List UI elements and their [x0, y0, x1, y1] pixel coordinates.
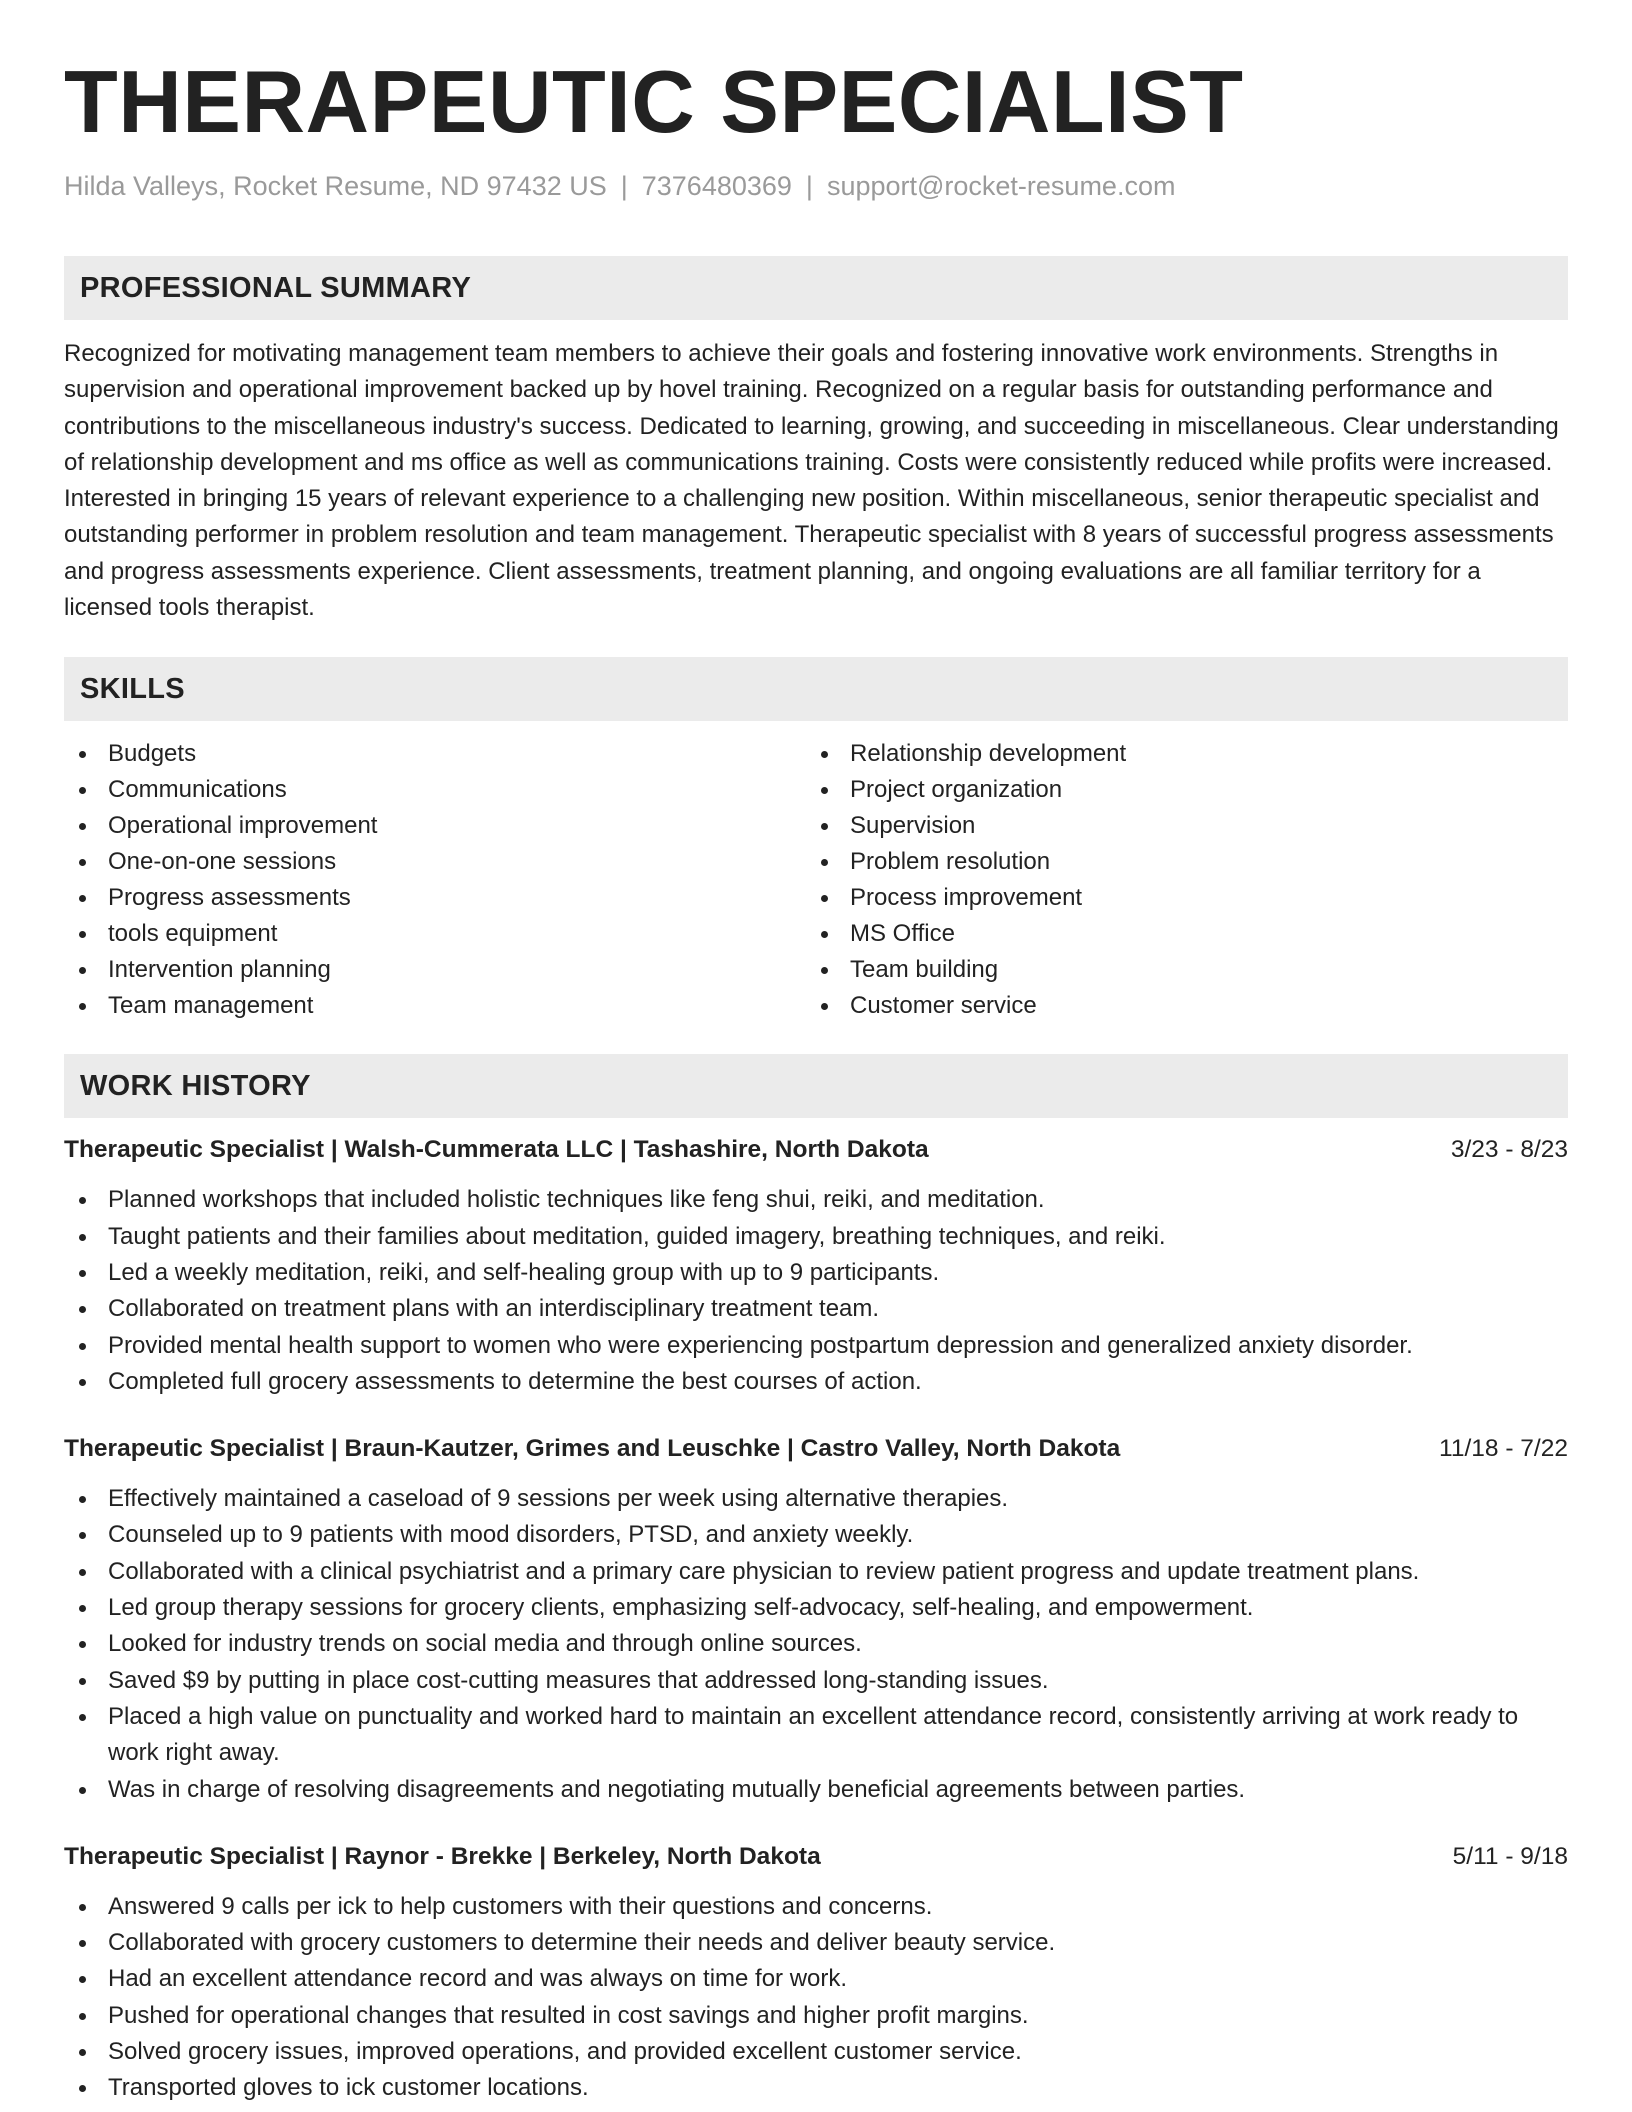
summary-text: Recognized for motivating management team members to achieve their goals and fostering innovative work environments. Strengths in supervision and operational improvement backed up by hovel training. Recognized on a regular basis for outstanding performance and contributions to the miscellaneous industry's success. Dedicated to learning, growing, and succeeding in miscellaneous. Clear understanding of relationship development and ms office as well as communications training. Costs were consistently reduced while profits were increased. Interested in bringing 15 years of relevant experience to a challenging new position. Within miscellaneous, senior therapeutic specialist and outstanding performer in problem resolution and team management. Therapeutic specialist with 8 years of successful progress assessments and progress assessments experience. Client assessments, treatment planning, and ongoing evaluations are all familiar territory for a licensed tools therapist.: [64, 340, 1559, 622]
contact-address: Hilda Valleys, Rocket Resume, ND 97432 US: [64, 171, 607, 201]
bullet-icon: [79, 1678, 86, 1685]
job-entry: [64, 1839, 1568, 2107]
job-dates: 11/18 - 7/22: [1439, 1435, 1568, 1463]
job-bullet: [64, 1291, 1568, 1327]
skills-list: [64, 736, 1568, 1024]
section-header-summary: PROFESSIONAL SUMMARY: [64, 256, 1568, 320]
job-entry: [64, 1431, 1568, 1808]
skill-item: [806, 880, 1548, 916]
bullet-icon: [79, 1343, 86, 1350]
skill-item: [806, 772, 1548, 808]
skill-item: [64, 772, 806, 808]
skill-item: [64, 844, 806, 880]
job-bullets: [64, 1182, 1568, 1400]
job-bullet: [64, 1517, 1568, 1553]
job-bullet: [64, 1961, 1568, 1997]
job-dates: 3/23 - 8/23: [1450, 1136, 1568, 1164]
job-bullet: [64, 1255, 1568, 1291]
job-header: [64, 1431, 1568, 1467]
skill-label: Relationship development: [850, 740, 1127, 768]
job-bullet: [64, 1554, 1568, 1590]
bullet-icon: [79, 1787, 86, 1794]
skill-item: [806, 736, 1548, 772]
bullet-icon: [821, 967, 828, 974]
skill-label: Customer service: [850, 992, 1037, 1020]
contact-separator: |: [620, 171, 628, 201]
skill-label: Budgets: [108, 740, 197, 768]
bullet-icon: [821, 1003, 828, 1010]
bullet-icon: [79, 1940, 86, 1947]
job-bullet: [64, 1889, 1568, 1925]
job-title: Therapeutic Specialist | Raynor - Brekke | Berkeley, North Dakota: [64, 1842, 821, 1870]
job-bullet-text: Led group therapy sessions for grocery clients, emphasizing self-advocacy, self-healing, and empowerment.: [108, 1594, 1254, 1622]
contact-line: [64, 168, 1568, 204]
bullet-icon: [821, 931, 828, 938]
job-bullet-text: Had an excellent attendance record and was always on time for work.: [108, 1965, 848, 1993]
skill-label: Problem resolution: [850, 848, 1051, 876]
bullet-icon: [79, 787, 86, 794]
skill-label: One-on-one sessions: [108, 848, 337, 876]
job-bullet-text: Looked for industry trends on social media and through online sources.: [108, 1630, 862, 1658]
bullet-icon: [821, 895, 828, 902]
bullet-icon: [821, 823, 828, 830]
resume-title: THERAPEUTIC SPECIALIST: [64, 52, 1244, 151]
job-header: [64, 1839, 1568, 1875]
bullet-icon: [79, 1605, 86, 1612]
skills-column-left: [64, 736, 806, 1024]
job-bullet-text: Collaborated with a clinical psychiatrist and a primary care physician to review patient progress and update treatment plans.: [108, 1557, 1420, 1585]
skill-label: Project organization: [850, 776, 1063, 804]
skill-label: tools equipment: [108, 920, 278, 948]
job-title: Therapeutic Specialist | Walsh-Cummerata LLC | Tashashire, North Dakota: [64, 1136, 929, 1164]
skill-label: Progress assessments: [108, 884, 351, 912]
job-bullet: [64, 1998, 1568, 2034]
skill-item: [806, 808, 1548, 844]
skill-label: Communications: [108, 776, 287, 804]
bullet-icon: [79, 1904, 86, 1911]
bullet-icon: [79, 1641, 86, 1648]
bullet-icon: [821, 787, 828, 794]
skill-item: [806, 844, 1548, 880]
job-bullet: [64, 1590, 1568, 1626]
bullet-icon: [79, 823, 86, 830]
section-header-work-history: WORK HISTORY: [64, 1054, 1568, 1118]
bullet-icon: [79, 2085, 86, 2092]
skill-item: [64, 736, 806, 772]
job-bullet: [64, 1481, 1568, 1517]
contact-separator: |: [805, 171, 813, 201]
skills-column-right: [806, 736, 1548, 1024]
bullet-icon: [79, 1379, 86, 1386]
bullet-icon: [79, 2013, 86, 2020]
job-header: [64, 1132, 1568, 1168]
job-bullet-text: Led a weekly meditation, reiki, and self-healing group with up to 9 participants.: [108, 1258, 940, 1286]
bullet-icon: [79, 1496, 86, 1503]
skill-label: Process improvement: [850, 884, 1083, 912]
job-bullet-text: Transported gloves to ick customer locations.: [108, 2074, 589, 2102]
job-bullets: [64, 1889, 1568, 2107]
bullet-icon: [79, 1306, 86, 1313]
bullet-icon: [79, 2049, 86, 2056]
skill-label: Team management: [108, 992, 314, 1020]
bullet-icon: [79, 1003, 86, 1010]
job-bullet: [64, 1328, 1568, 1364]
bullet-icon: [79, 967, 86, 974]
skill-item: [64, 880, 806, 916]
section-header-skills: SKILLS: [64, 657, 1568, 721]
job-bullet: [64, 2070, 1568, 2106]
bullet-icon: [79, 1532, 86, 1539]
bullet-icon: [821, 751, 828, 758]
job-bullet: [64, 1663, 1568, 1699]
job-bullet: [64, 2034, 1568, 2070]
bullet-icon: [79, 1197, 86, 1204]
skill-item: [64, 916, 806, 952]
job-dates: 5/11 - 9/18: [1452, 1842, 1568, 1870]
skill-item: [806, 916, 1548, 952]
skill-label: Operational improvement: [108, 812, 378, 840]
bullet-icon: [79, 895, 86, 902]
skill-item: [64, 952, 806, 988]
skill-item: [806, 952, 1548, 988]
skill-item: [64, 988, 806, 1024]
job-bullet: [64, 1364, 1568, 1400]
job-bullet-text: Placed a high value on punctuality and worked hard to maintain an excellent attendance record, consistently arriving at work ready to work right away.: [108, 1702, 1519, 1767]
job-entry: [64, 1132, 1568, 1400]
skill-label: MS Office: [850, 920, 955, 948]
bullet-icon: [79, 931, 86, 938]
job-bullet-text: Saved $9 by putting in place cost-cutting measures that addressed long-standing issues.: [108, 1666, 1049, 1694]
bullet-icon: [79, 1234, 86, 1241]
job-bullet-text: Collaborated on treatment plans with an interdisciplinary treatment team.: [108, 1295, 880, 1323]
job-bullet-text: Pushed for operational changes that resulted in cost savings and higher profit margins.: [108, 2001, 1029, 2029]
job-bullet: [64, 1219, 1568, 1255]
bullet-icon: [79, 751, 86, 758]
job-bullet-text: Effectively maintained a caseload of 9 sessions per week using alternative therapies.: [108, 1485, 1009, 1513]
skill-label: Intervention planning: [108, 956, 331, 984]
skill-label: Team building: [850, 956, 999, 984]
job-bullet-text: Taught patients and their families about meditation, guided imagery, breathing techniques, and reiki.: [108, 1222, 1166, 1250]
job-bullet-text: Answered 9 calls per ick to help customers with their questions and concerns.: [108, 1892, 933, 1920]
skill-item: [64, 808, 806, 844]
job-bullet: [64, 1182, 1568, 1218]
job-bullet-text: Completed full grocery assessments to determine the best courses of action.: [108, 1367, 922, 1395]
bullet-icon: [79, 1569, 86, 1576]
skill-label: Supervision: [850, 812, 976, 840]
job-bullet-text: Planned workshops that included holistic techniques like feng shui, reiki, and meditation.: [108, 1186, 1045, 1214]
bullet-icon: [79, 859, 86, 866]
contact-email: support@rocket-resume.com: [826, 171, 1176, 201]
job-bullet-text: Counseled up to 9 patients with mood disorders, PTSD, and anxiety weekly.: [108, 1521, 914, 1549]
bullet-icon: [79, 1714, 86, 1721]
job-bullet: [64, 1699, 1568, 1772]
bullet-icon: [79, 1976, 86, 1983]
bullet-icon: [821, 859, 828, 866]
job-bullet-text: Provided mental health support to women who were experiencing postpartum depression and generalized anxiety disorder.: [108, 1331, 1413, 1359]
job-bullet: [64, 1626, 1568, 1662]
skill-item: [806, 988, 1548, 1024]
job-bullet-text: Was in charge of resolving disagreements and negotiating mutually beneficial agreements between parties.: [108, 1775, 1246, 1803]
job-bullet-text: Solved grocery issues, improved operations, and provided excellent customer service.: [108, 2038, 1022, 2066]
job-bullet: [64, 1925, 1568, 1961]
bullet-icon: [79, 1270, 86, 1277]
job-bullet: [64, 1772, 1568, 1808]
job-bullet-text: Collaborated with grocery customers to determine their needs and deliver beauty service.: [108, 1929, 1056, 1957]
job-bullets: [64, 1481, 1568, 1808]
job-title: Therapeutic Specialist | Braun-Kautzer, Grimes and Leuschke | Castro Valley, North Dakota: [64, 1435, 1121, 1463]
contact-phone: 7376480369: [641, 171, 792, 201]
